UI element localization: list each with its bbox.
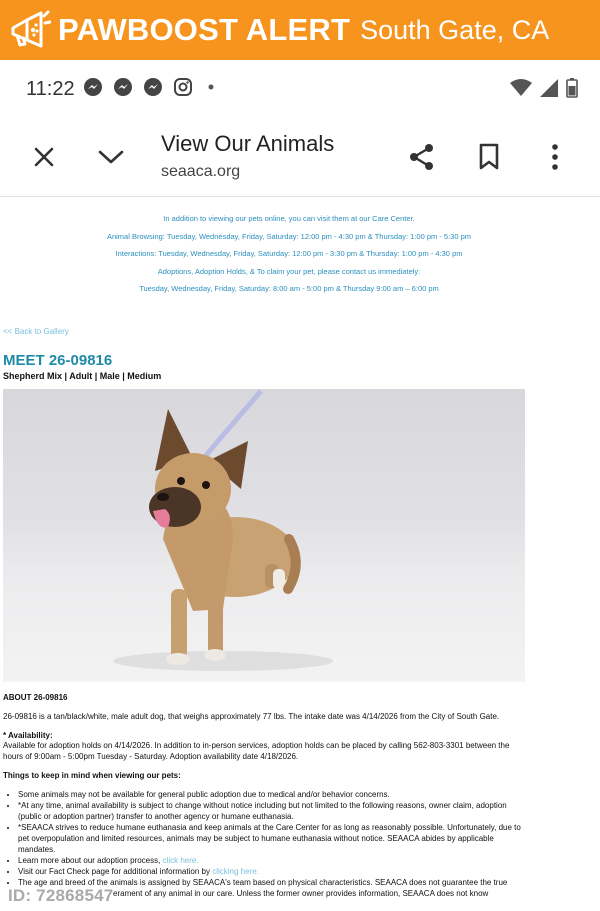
- bookmark-icon[interactable]: [472, 140, 506, 174]
- signal-icon: [540, 79, 558, 102]
- about-heading: ABOUT 26-09816: [3, 693, 68, 702]
- pawboost-id: ID: 72868547: [8, 886, 114, 905]
- info-line: Animal Browsing: Tuesday, Wednesday, Friday, Saturday: 12:00 pm - 4:30 pm & Thursday: 1:00 pm - 5:30 pm: [106, 231, 472, 241]
- back-to-gallery-link[interactable]: << Back to Gallery: [3, 327, 69, 336]
- more-vert-icon[interactable]: [538, 140, 572, 174]
- list-item: • Learn more about our adoption process, click here.: [18, 855, 523, 866]
- messenger-icon: [83, 77, 103, 102]
- info-line: Interactions: Tuesday, Wednesday, Friday, Saturday: 12:00 pm - 3:30 pm & Thursday: 1:00 pm - 4:30 pm: [115, 249, 463, 259]
- list-item: • The age and breed of the animals is assigned by SEAACA's team based on physical characteristics. SEAACA does not guarantee the true: [18, 877, 523, 888]
- list-item: • Some animals may not be available for general public adoption due to medical and/or behavior concerns.: [18, 789, 523, 800]
- list-item: • Visit our Fact Check page for additional information by clicking here.: [18, 866, 523, 877]
- info-line: Adoptions, Adoption Holds, & To claim your pet, please contact us immediately:: [157, 266, 421, 276]
- chevron-down-icon[interactable]: [94, 140, 128, 174]
- availability-heading: * Availability:: [3, 731, 53, 740]
- availability-text: Available for adoption holds on 4/14/2026. In addition to in-person services, adoption holds can be placed by calling 562-803-3301 between the hours of 9:00am - 5:00pm Tuesday - Saturday. Adoption availability date 4/18/2026.: [3, 741, 510, 761]
- messenger-icon: [143, 77, 163, 102]
- animal-subheading: Shepherd Mix | Adult | Male | Medium: [3, 371, 162, 381]
- animal-heading: MEET 26-09816: [3, 352, 113, 369]
- adoption-process-link[interactable]: click here.: [162, 856, 199, 865]
- info-line: In addition to viewing our pets online, you can visit them at our Care Center.: [163, 214, 415, 223]
- things-list: [3, 789, 523, 899]
- megaphone-paw-icon: [6, 7, 52, 53]
- wifi-icon: [510, 79, 532, 102]
- dot-icon: [203, 77, 219, 102]
- page-url[interactable]: seaaca.org: [161, 163, 241, 180]
- alert-brand: PAWBOOST ALERT: [58, 12, 351, 47]
- instagram-icon: [173, 77, 193, 102]
- animal-photo: [3, 389, 525, 682]
- about-text: 26-09816 is a tan/black/white, male adult dog, that weighs approximately 77 lbs. The intake date was 4/14/2026 from the City of South Gate.: [3, 712, 500, 721]
- share-icon[interactable]: [405, 140, 439, 174]
- alert-location: South Gate, CA: [360, 14, 550, 45]
- fact-check-link[interactable]: clicking here.: [212, 867, 259, 876]
- messenger-icon: [113, 77, 133, 102]
- browser-toolbar: [0, 118, 600, 197]
- things-heading: Things to keep in mind when viewing our pets:: [3, 771, 181, 780]
- truncated-line: erament of any animal in our care. Unless the former owner provides information, SEAACA does not know: [113, 889, 489, 898]
- pawboost-alert-banner: [0, 0, 600, 60]
- status-time: 11:22: [26, 77, 75, 100]
- list-item: • *SEAACA strives to reduce humane euthanasia and keep animals at the Care Center for as long as reasonably possible. Unfortunately, due to pet overpopulation and limited resources, animals may be subject to humane euthanasia without notice. SEAACA abides by applicable mandates.: [18, 822, 523, 855]
- list-item: • *At any time, animal availability is subject to change without notice including but not limited to the following reasons, owner claim, adoption (public or adoption partner) transfer to another agency or humane euthanasia.: [18, 800, 523, 822]
- page-title: View Our Animals: [161, 131, 335, 156]
- close-icon[interactable]: [27, 140, 61, 174]
- battery-icon: [566, 78, 578, 103]
- info-line: Tuesday, Wednesday, Friday, Saturday: 8:00 am - 5:00 pm & Thursday 9:00 am – 6:00 pm: [139, 284, 439, 294]
- care-center-info: [0, 210, 578, 298]
- status-bar: [0, 60, 600, 118]
